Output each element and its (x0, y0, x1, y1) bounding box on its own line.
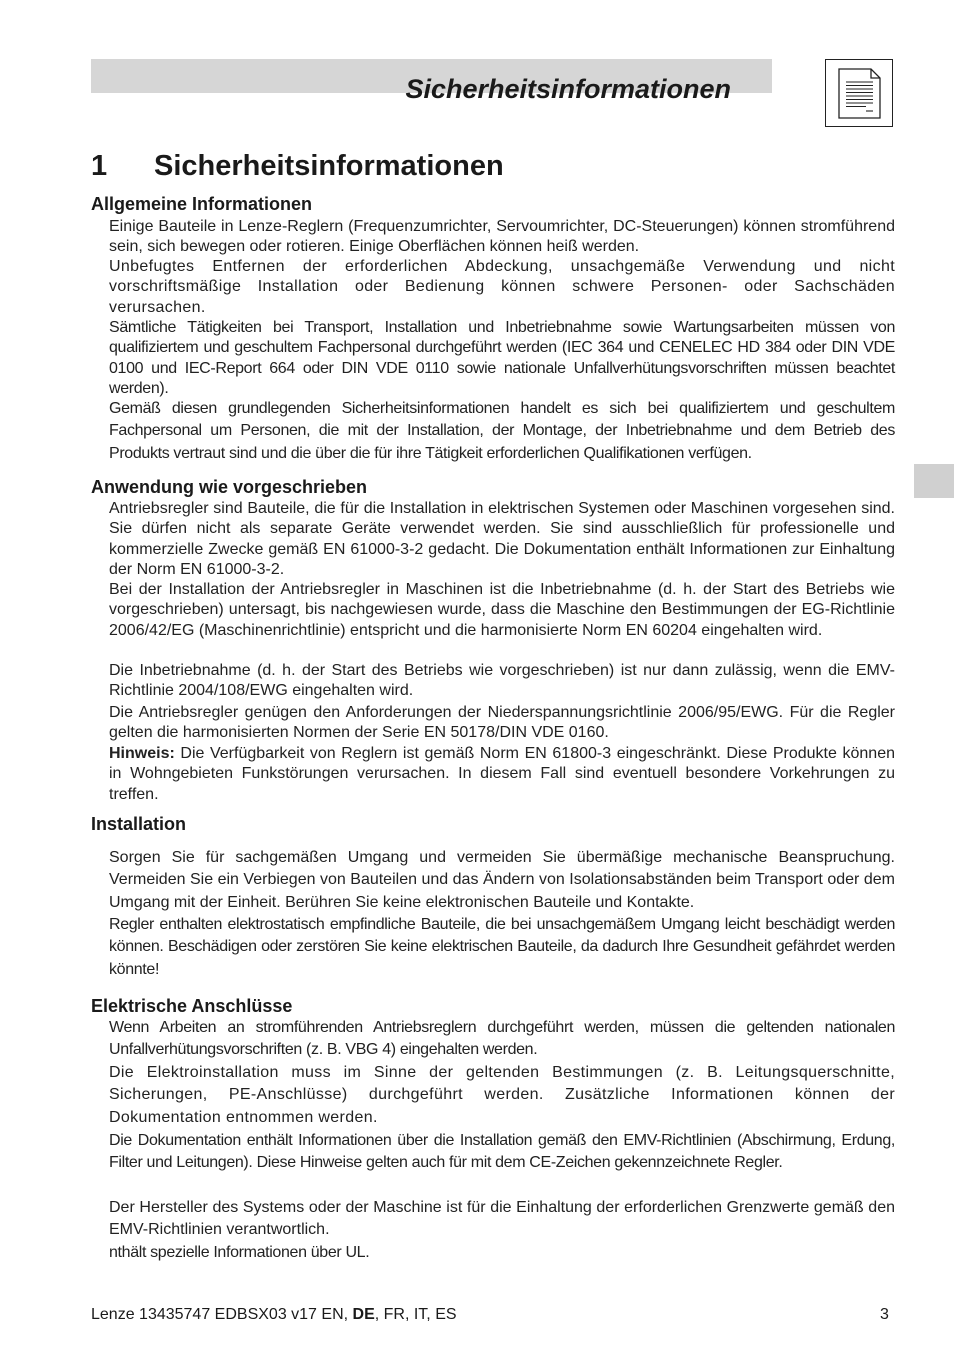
paragraph: Sorgen Sie für sachgemäßen Umgang und vermeiden Sie übermäßige mechanische Beanspruchung. Vermeiden Sie ein Verbiegen von Bauteilen und das Ändern von Isolationsabständen beim Transport oder dem Umgang mit der Einheit. Berühren Sie keine elektronischen Bauteile und Kontakte. (109, 849, 895, 911)
section-title-electrical: Elektrische Anschlüsse (91, 996, 293, 1016)
footer-prefix: Lenze 13435747 EDBSX03 v17 EN, (91, 1306, 353, 1323)
paragraph: nthält spezielle Informationen über UL. (109, 1244, 370, 1261)
page-number: 3 (880, 1306, 889, 1323)
note-paragraph (109, 744, 895, 805)
chapter-title: Sicherheitsinformationen (154, 150, 504, 182)
paragraph: Die Elektroinstallation muss im Sinne der geltenden Bestimmungen (z. B. Leitungsquerschnitte, Sicherungen, PE-Anschlüsse) durchgeführt werden. Zusätzliche Informationen können der Dokumentation entnommen werden. (109, 1064, 895, 1126)
footer-suffix: , FR, IT, ES (374, 1306, 457, 1323)
note-text: Die Verfügbarkeit von Reglern ist gemäß Norm EN 61800-3 eingeschränkt. Diese Produkte können in Wohngebieten Funkstörungen verursachen. In diesem Fall sind eventuell besondere Vorkehrungen zu treffen. (109, 745, 895, 803)
paragraph: Wenn Arbeiten an stromführenden Antriebsreglern durchgeführt werden, müssen die geltenden nationalen Unfallverhütungsvorschriften (z. B. VBG 4) eingehalten werden. (109, 1019, 895, 1059)
paragraph: Die Inbetriebnahme (d. h. der Start des Betriebs wie vorgeschrieben) ist nur dann zulässig, wenn die EMV-Richtlinie 2004/108/EWG eingehalten wird. (109, 662, 895, 700)
side-tab-marker (914, 464, 954, 498)
paragraph: Die Antriebsregler genügen den Anforderungen der Niederspannungsrichtlinie 2006/95/EWG. Für die Regler gelten die harmonisierten Normen der Serie EN 50178/DIN VDE 0160. (109, 704, 895, 742)
document-icon (825, 59, 893, 127)
paragraph: Gemäß diesen grundlegenden Sicherheitsinformationen handelt es sich bei qualifiziertem und geschultem Fachpersonal um Personen, die mit der Installation, der Montage, der Inbetriebnahme und dem Betrieb des Produkts vertraut sind und die über die für ihre Tätigkeit erforderlichen Qualifikationen verfügen. (109, 400, 895, 462)
paragraph: Der Hersteller des Systems oder der Maschine ist für die Einhaltung der erforderlichen Grenzwerte gemäß den EMV-Richtlinien verantwortlich. (109, 1199, 895, 1239)
paragraph: Regler enthalten elektrostatisch empfindliche Bauteile, die bei unsachgemäßem Umgang leicht beschädigt werden können. Beschädigen oder zerstören Sie keine elektrischen Bauteile, da dadurch Ihre Gesundheit gefährdet werden könnte! (109, 916, 895, 978)
paragraph: Unbefugtes Entfernen der erforderlichen Abdeckung, unsachgemäße Verwendung und nicht vorschriftsmäßige Installation oder Bedienung können schwere Personen- oder Sachschäden verursachen. (109, 258, 895, 316)
note-label: Hinweis: (109, 745, 175, 762)
chapter-heading (91, 147, 504, 185)
section-title-intended-use: Anwendung wie vorgeschrieben (91, 477, 368, 497)
paragraph: Bei der Installation der Antriebsregler in Maschinen ist die Inbetriebnahme (d. h. der Start des Betriebs wie vorgeschrieben) untersagt, bis nachgewiesen wurde, dass die Maschine den Bestimmungen der EG-Richtlinie 2006/42/EG (Maschinenrichtlinie) entspricht und die harmonisierte Norm EN 60204 eingehalten wird. (109, 581, 895, 639)
paragraph: Die Dokumentation enthält Informationen über die Installation gemäß den EMV-Richtlinien (Abschirmung, Erdung, Filter und Leitungen). Diese Hinweise gelten auch für mit dem CE-Zeichen gekennzeichnete Regler. (109, 1132, 895, 1172)
chapter-number: 1 (91, 150, 108, 182)
section-title-installation: Installation (91, 814, 187, 834)
footer-doc-info (91, 1305, 457, 1325)
paragraph: Antriebsregler sind Bauteile, die für die Installation in elektrischen Systemen oder Maschinen vorgesehen sind. Sie dürfen nicht als separate Geräte verwendet werden. Sie sind ausschließlich für professionelle und kommerzielle Zwecke gemäß EN 61000-3-2 gedacht. Die Dokumentation enthält Informationen zur Einhaltung der Norm EN 61000-3-2. (109, 500, 895, 578)
header-title: Sicherheitsinformationen (405, 74, 731, 104)
footer-current-language: DE (352, 1306, 375, 1323)
paragraph: Sämtliche Tätigkeiten bei Transport, Installation und Inbetriebnahme sowie Wartungsarbeiten müssen von qualifiziertem und geschultem Fachpersonal durchgeführt werden (IEC 364 und CENELEC HD 384 oder DIN VDE 0100 und IEC-Report 664 oder DIN VDE 0110 sowie nationale Unfallverhütungsvorschriften müssen beachtet werden). (109, 319, 895, 397)
section-title-general: Allgemeine Informationen (91, 194, 313, 214)
paragraph: Einige Bauteile in Lenze-Reglern (Frequenzumrichter, Servoumrichter, DC-Steuerungen) können stromführend sein, sich bewegen oder rotieren. Einige Oberflächen können heiß werden. (109, 218, 895, 256)
